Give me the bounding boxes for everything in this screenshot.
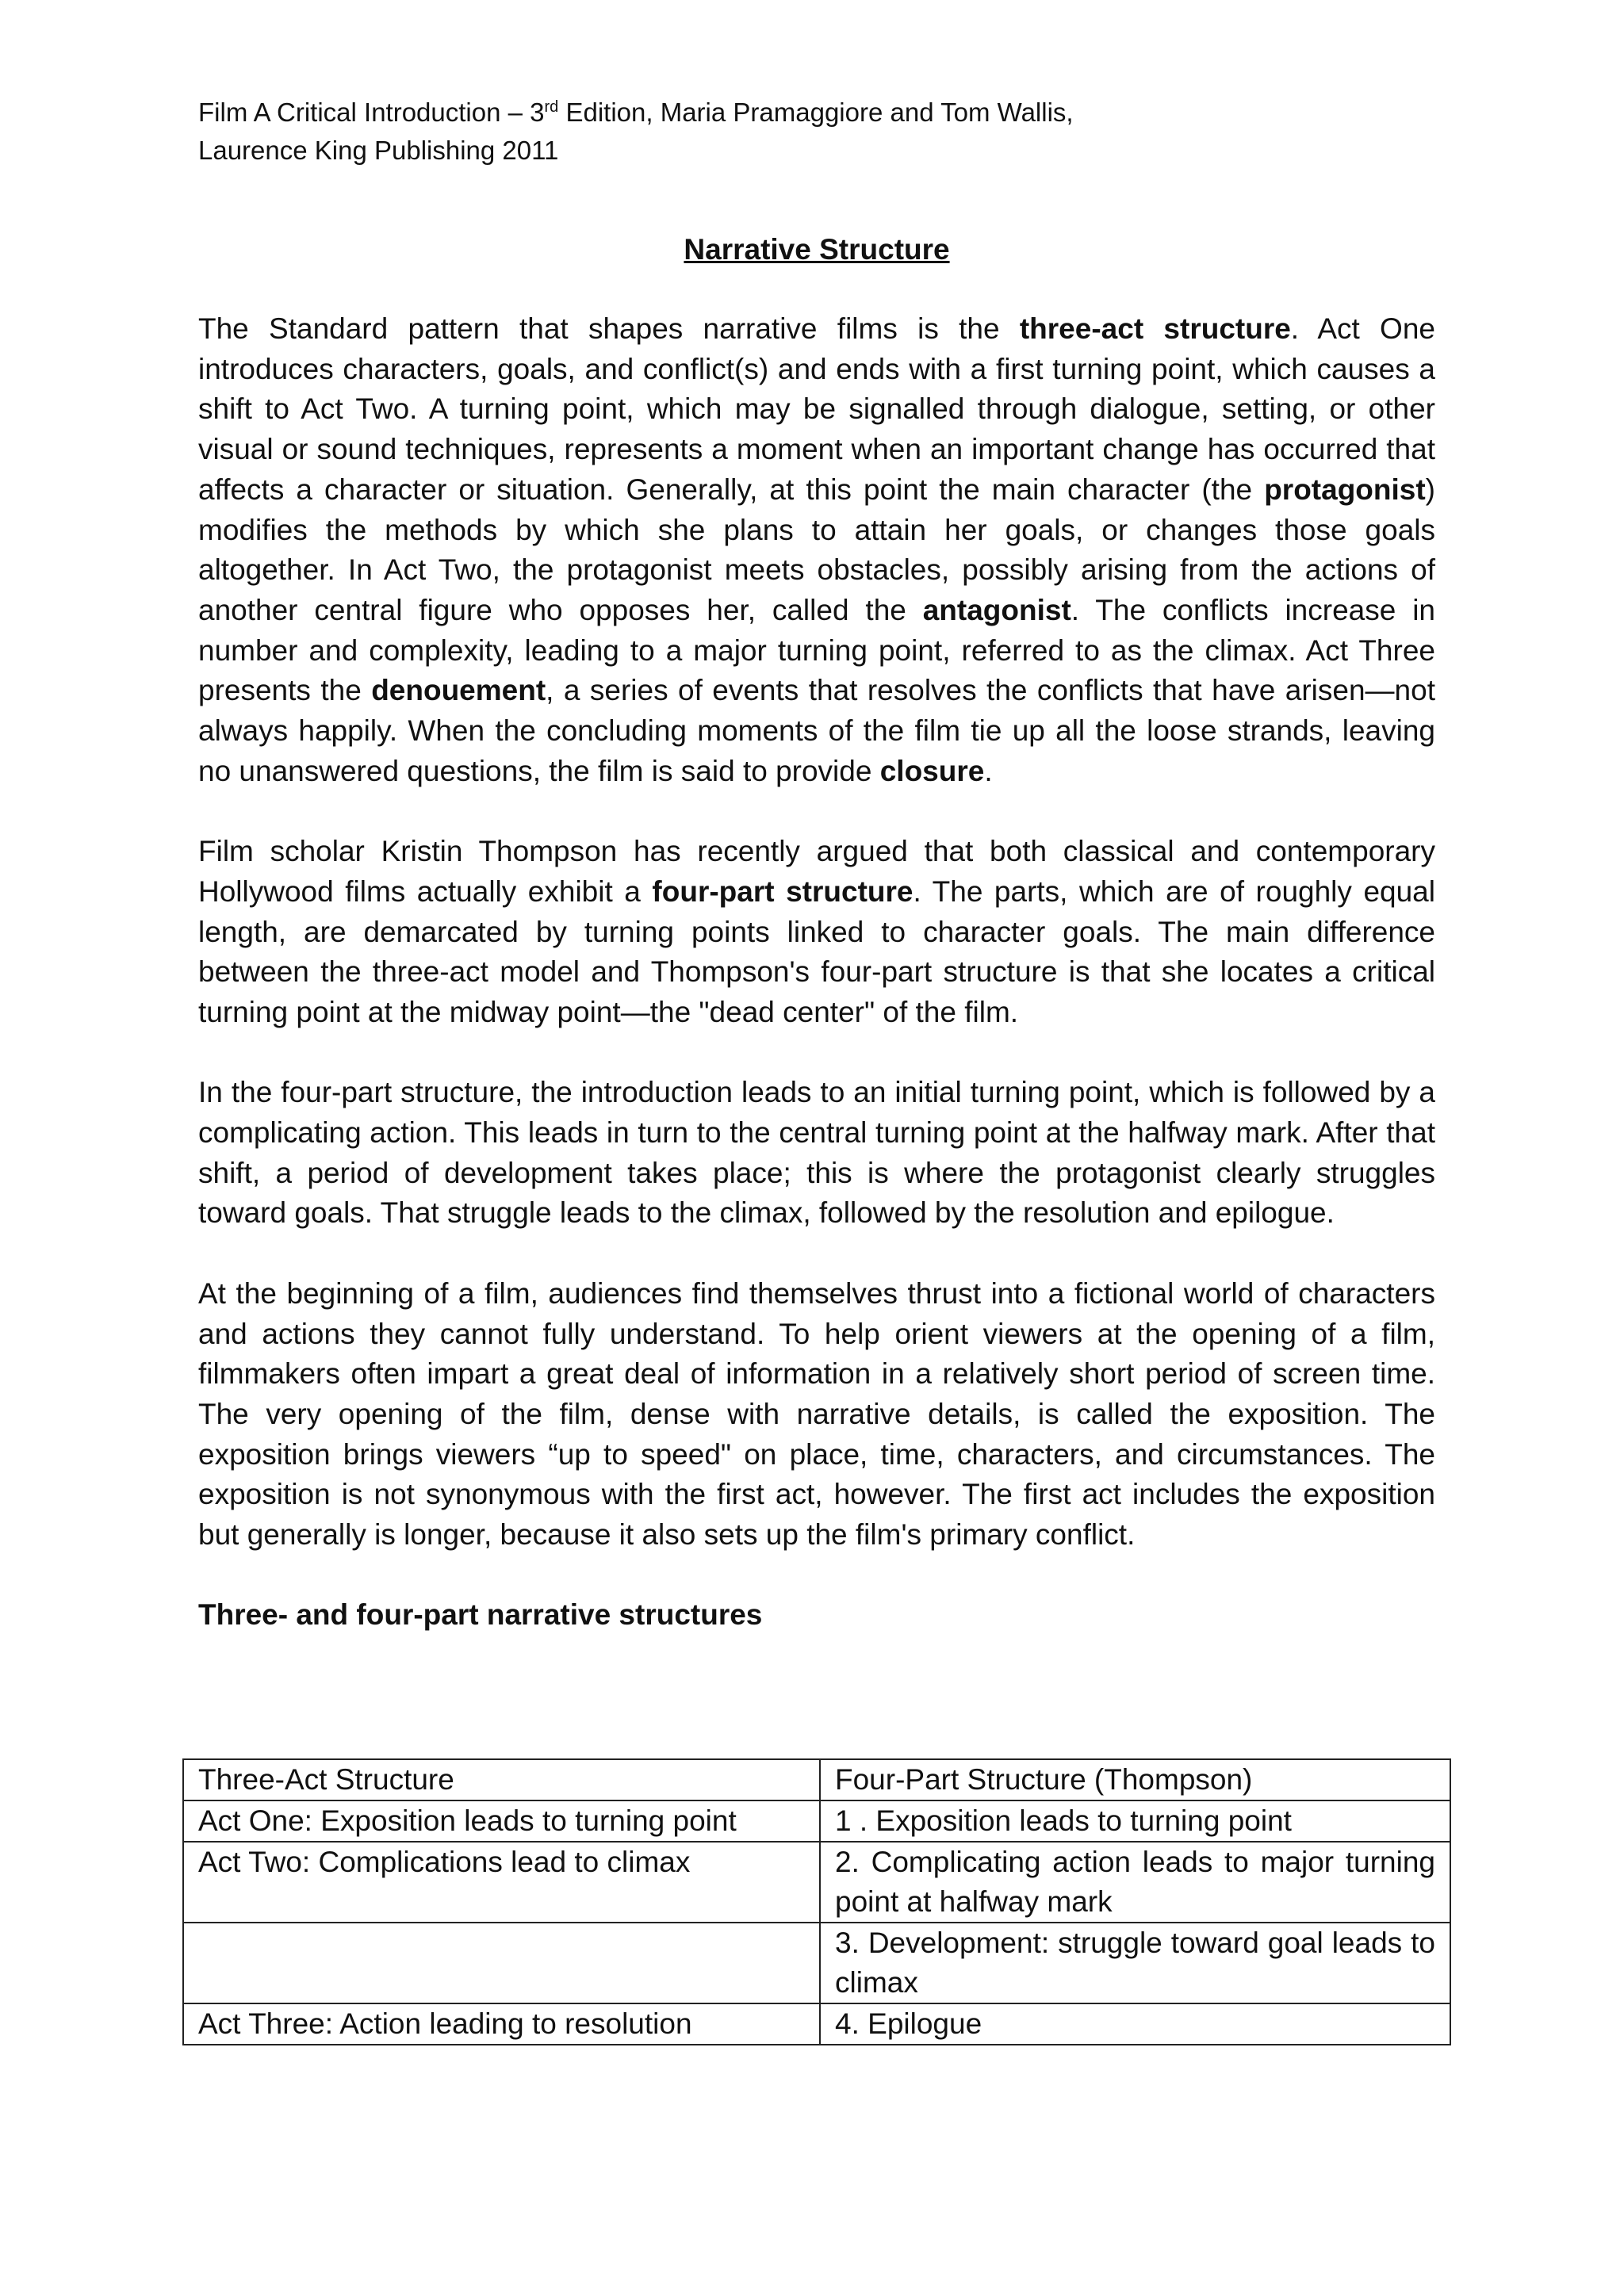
- citation-line1-prefix: Film A Critical Introduction – 3: [198, 98, 545, 127]
- paragraph-four-part: [198, 832, 1435, 1033]
- page-title: Narrative Structure: [684, 233, 950, 266]
- para1-text-1: The Standard pattern that shapes narrative films is the: [198, 312, 1020, 345]
- table-header-cell: Four-Part Structure (Thompson): [820, 1759, 1450, 1800]
- document-page: [198, 94, 1435, 1636]
- table-header-cell: Three-Act Structure: [183, 1759, 820, 1800]
- narrative-structures-table: [182, 1758, 1451, 2045]
- term-four-part-structure: four-part structure: [652, 874, 914, 908]
- citation-line2: Laurence King Publishing 2011: [198, 136, 559, 165]
- citation: [198, 94, 1435, 170]
- citation-ordinal-suffix: rd: [544, 98, 559, 116]
- table-cell: 3. Development: struggle toward goal leads to climax: [820, 1923, 1450, 2003]
- para1-text-3: ) modifies the methods by which she plans to attain her goals, or changes those goals altogether. In Act Two, the protagonist meets obstacles, possibly arising from the actions of another central figure who opposes her, called the: [198, 473, 1435, 626]
- table-cell-empty: [183, 1923, 820, 2003]
- para1-text-5: , a series of events that resolves the conflicts that have arisen—not always happily. When the concluding moments of the film tie up all the loose strands, leaving no unanswered questions, the film is said to provide: [198, 674, 1435, 787]
- table-row: [183, 1842, 1450, 1923]
- paragraph-exposition: At the beginning of a film, audiences find themselves thrust into a fictional world of characters and actions they cannot fully understand. To help orient viewers at the opening of a film, filmmakers often impart a great deal of information in a relatively short period of screen time. The very opening of the film, dense with narrative details, is called the exposition. The exposition brings viewers “up to speed" on place, time, characters, and circumstances. The exposition is not synonymous with the first act, however. The first act includes the exposition but generally is longer, because it also sets up the film's primary conflict.: [198, 1276, 1435, 1552]
- para2-text-1: Film scholar Kristin Thompson has recently argued that both classical and contemporary Hollywood films actually exhibit a: [198, 835, 1435, 908]
- para1-text-6: .: [984, 754, 993, 787]
- table-cell: Act One: Exposition leads to turning point: [183, 1800, 820, 1842]
- table-row: [183, 2003, 1450, 2045]
- paragraph-four-part-detail: In the four-part structure, the introduction leads to an initial turning point, which is followed by a complicating action. This leads in turn to the central turning point at the halfway mark. After that shift, a period of development takes place; this is where the protagonist clearly struggles toward goals. That struggle leads to the climax, followed by the resolution and epilogue.: [198, 1076, 1435, 1230]
- paragraph-three-act: [198, 309, 1435, 791]
- table-header-row: [183, 1759, 1450, 1800]
- term-three-act-structure: three-act structure: [1019, 312, 1291, 345]
- term-protagonist: protagonist: [1264, 473, 1426, 506]
- table-cell: Act Two: Complications lead to climax: [183, 1842, 820, 1923]
- citation-line1-suffix: Edition, Maria Pramaggiore and Tom Wallis,: [558, 98, 1074, 127]
- table-cell: Act Three: Action leading to resolution: [183, 2003, 820, 2045]
- table-row: [183, 1923, 1450, 2003]
- table-cell: 4. Epilogue: [820, 2003, 1450, 2045]
- table-heading: Three- and four-part narrative structures: [198, 1598, 763, 1632]
- table-cell: 2. Complicating action leads to major turning point at halfway mark: [820, 1842, 1450, 1923]
- term-closure: closure: [879, 754, 985, 787]
- term-denouement: denouement: [371, 674, 546, 707]
- para1-text-2: . Act One introduces characters, goals, and conflict(s) and ends with a first turning point, which causes a shift to Act Two. A turning point, which may be signalled through dialogue, setting, or other visual or sound techniques, represents a moment when an important change has occurred that affects a character or situation. Generally, at this point the main character (the: [198, 312, 1435, 506]
- para1-text-4: . The conflicts increase in number and complexity, leading to a major turning point, referred to as the climax. Act Three presents the: [198, 593, 1435, 707]
- table-row: [183, 1800, 1450, 1842]
- term-antagonist: antagonist: [922, 593, 1071, 626]
- table-cell: 1 . Exposition leads to turning point: [820, 1800, 1450, 1842]
- para2-text-2: . The parts, which are of roughly equal length, are demarcated by turning points linked to character goals. The main difference between the three-act model and Thompson's four-part structure is that she locates a critical turning point at the midway point—the "dead center" of the film.: [198, 874, 1435, 1028]
